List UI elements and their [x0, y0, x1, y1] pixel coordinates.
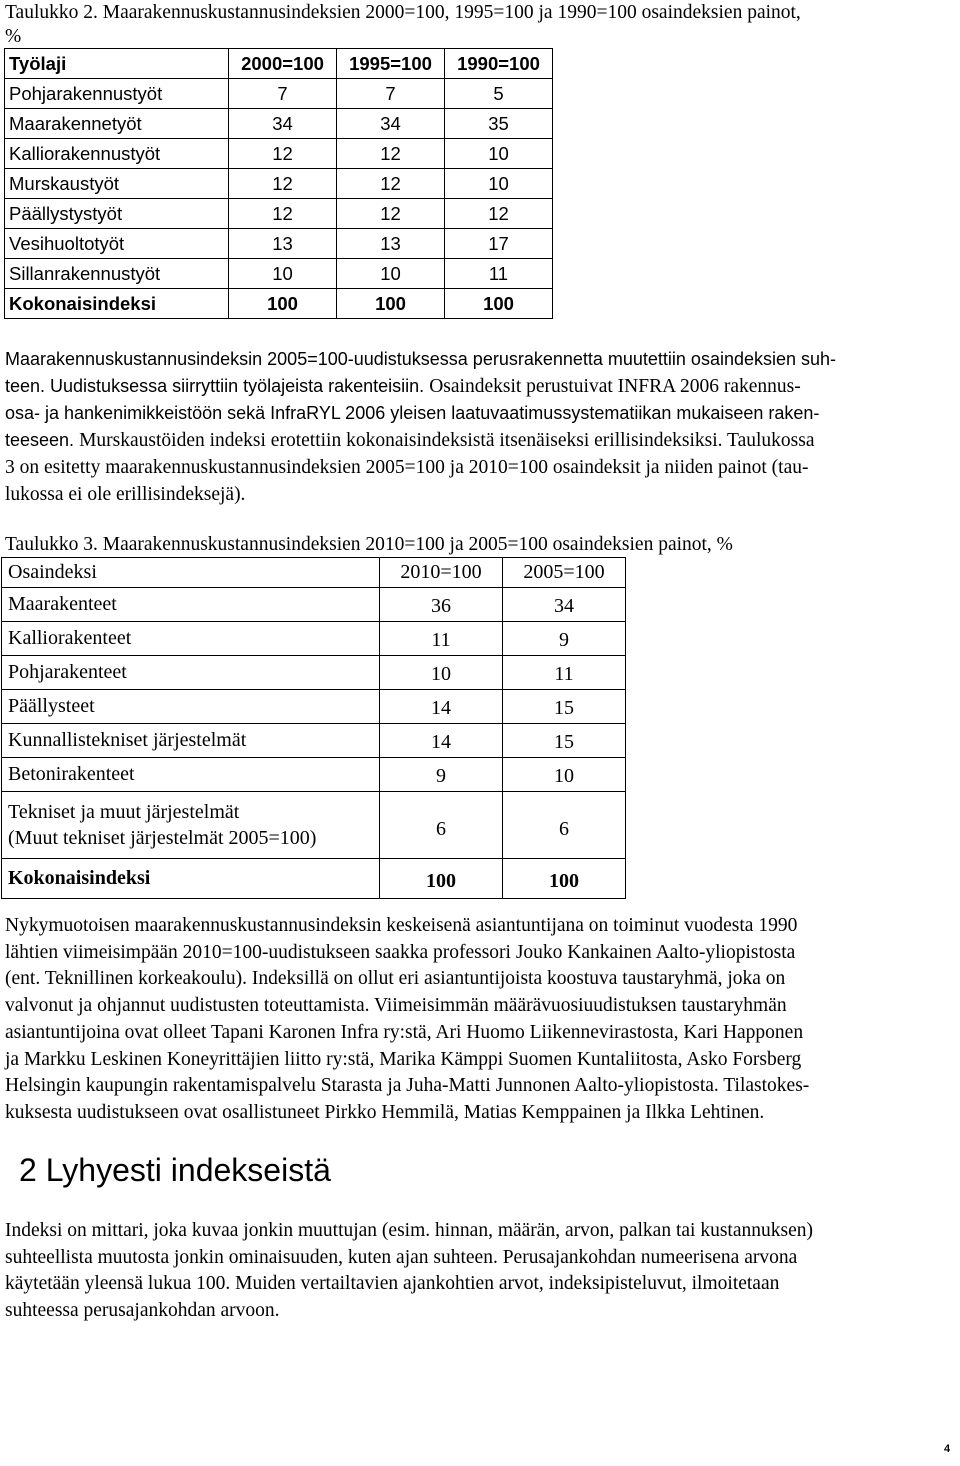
table-row — [5, 79, 553, 109]
table-row — [5, 169, 553, 199]
table2-cell: Kalliorakennustyöt — [5, 139, 229, 169]
table2-cell: 12 — [337, 169, 445, 199]
paragraph-line: kuksesta uudistukseen ovat osallistuneet Pirkko Hemmilä, Matias Kemppainen ja Ilkka Lehtinen. — [5, 1101, 765, 1123]
table2-cell: 12 — [229, 199, 337, 229]
paragraph-line — [5, 427, 957, 455]
table3-cell: Kalliorakenteet — [2, 622, 380, 656]
table2-total-row — [5, 289, 553, 319]
table3-cell: 6 — [503, 792, 626, 859]
table2-cell: Päällystystyöt — [5, 199, 229, 229]
table2-header-cell: 1990=100 — [445, 49, 553, 79]
table2-cell: 10 — [337, 259, 445, 289]
paragraph-line: Indeksi on mittari, joka kuvaa jonkin muuttujan (esim. hinnan, määrän, arvon, palkan tai kustannuksen) — [5, 1220, 813, 1241]
table3-header-cell: 2010=100 — [380, 558, 503, 588]
table2-cell: Vesihuoltotyöt — [5, 229, 229, 259]
paragraph-line — [5, 373, 957, 401]
table3-cell: 15 — [503, 690, 626, 724]
table-row — [5, 199, 553, 229]
table-row — [2, 622, 626, 656]
table3-cell-line: Tekniset ja muut järjestelmät — [8, 801, 240, 823]
table-row — [5, 229, 553, 259]
table2-cell: 7 — [337, 79, 445, 109]
paragraph-segment: teeseen. — [5, 430, 75, 451]
paragraph-line: osa- ja hankenimikkeistöön sekä InfraRYL 2006 yleisen laatuvaatimussystematiikan mukaiseen raken- — [5, 403, 820, 424]
table3-cell: 15 — [503, 724, 626, 758]
table2-cell: 12 — [337, 139, 445, 169]
table3-cell: Maarakenteet — [2, 588, 380, 622]
table-row — [2, 758, 626, 792]
paragraph-line: Helsingin kaupungin rakentamispalvelu Starasta ja Juha-Matti Junnonen Aalto-yliopistosta. Tilastokes- — [5, 1075, 810, 1097]
paragraph-line: lukossa ei ole erillisindeksejä). — [5, 483, 246, 505]
table2-total-cell: Kokonaisindeksi — [5, 289, 229, 319]
table2-cell: 17 — [445, 229, 553, 259]
table3-cell — [2, 792, 380, 859]
paragraph-segment: teen. Uudistuksessa siirryttiin työlajeista rakenteisiin. — [5, 375, 425, 396]
paragraph-line: 3 on esitetty maarakennuskustannusindeksien 2005=100 ja 2010=100 osaindeksit ja niiden painot (tau- — [5, 456, 809, 478]
paragraph-line: suhteessa perusajankohdan arvoon. — [5, 1300, 280, 1322]
table2-cell: 13 — [229, 229, 337, 259]
table2-total-cell: 100 — [337, 289, 445, 319]
table3-total-row — [2, 859, 626, 899]
table3-cell: 11 — [380, 622, 503, 656]
table2-cell: 12 — [445, 199, 553, 229]
table-row — [2, 656, 626, 690]
table2-cell: 35 — [445, 109, 553, 139]
table2-header-cell: Työlaji — [5, 49, 229, 79]
paragraph-segment: Murskaustöiden indeksi erotettiin kokonaisindeksistä itsenäiseksi erillisindeksiksi. Taulukossa — [79, 430, 815, 452]
paragraph-line: asiantuntijoina ovat olleet Tapani Karonen Infra ry:stä, Ari Huomo Liikennevirastosta, Kari Happonen — [5, 1021, 804, 1043]
table2 — [4, 48, 553, 319]
table-row — [5, 109, 553, 139]
table3-header-cell: Osaindeksi — [2, 558, 380, 588]
table2-cell: Maarakennetyöt — [5, 109, 229, 139]
table2-caption-line2: % — [5, 26, 22, 47]
table2-cell: Pohjarakennustyöt — [5, 79, 229, 109]
table3-total-cell: Kokonaisindeksi — [2, 859, 380, 899]
paragraph-index-definition — [5, 1218, 957, 1325]
table3-cell: 10 — [380, 656, 503, 690]
table3-cell-line: (Muut tekniset järjestelmät 2005=100) — [8, 827, 317, 849]
table3-cell: Betonirakenteet — [2, 758, 380, 792]
table3-cell: 14 — [380, 690, 503, 724]
table3-cell: 36 — [380, 588, 503, 622]
table2-cell: Murskaustyöt — [5, 169, 229, 199]
table2-cell: 12 — [337, 199, 445, 229]
table3-total-cell: 100 — [380, 859, 503, 899]
table2-cell: 7 — [229, 79, 337, 109]
table3-header-cell: 2005=100 — [503, 558, 626, 588]
table2-cell: 34 — [337, 109, 445, 139]
paragraph-line: käytetään yleensä lukua 100. Muiden vertailtavien ajankohtien arvot, indeksipisteluvut, ilmoitetaan — [5, 1273, 780, 1295]
table2-cell: 5 — [445, 79, 553, 109]
table3 — [1, 557, 626, 899]
table3-header-row — [2, 558, 626, 588]
table2-cell: 10 — [445, 169, 553, 199]
table-row — [2, 792, 626, 859]
paragraph-line: Nykymuotoisen maarakennuskustannusindeksin keskeisenä asiantuntijana on toiminut vuodesta 1990 — [5, 915, 798, 936]
table2-header-cell: 1995=100 — [337, 49, 445, 79]
paragraph-segment: Osaindeksit perustuivat INFRA 2006 rakennus- — [429, 375, 801, 397]
table3-cell: 9 — [503, 622, 626, 656]
paragraph-index-reform — [5, 346, 957, 508]
table3-cell: 14 — [380, 724, 503, 758]
table-row — [5, 259, 553, 289]
paragraph-line: suhteellista muutosta jonkin ominaisuuden, kuten ajan suhteen. Perusajankohdan numeerisena arvona — [5, 1246, 798, 1268]
paragraph-experts — [5, 913, 957, 1127]
table-row — [2, 588, 626, 622]
table2-cell: 34 — [229, 109, 337, 139]
table3-caption: Taulukko 3. Maarakennuskustannusindeksien 2010=100 ja 2005=100 osaindeksien painot, % — [5, 534, 733, 555]
table2-total-cell: 100 — [229, 289, 337, 319]
table3-cell: 11 — [503, 656, 626, 690]
table2-cell: Sillanrakennustyöt — [5, 259, 229, 289]
table2-cell: 10 — [445, 139, 553, 169]
paragraph-line: Maarakennuskustannusindeksin 2005=100-uudistuksessa perusrakennetta muutettiin osaindeksien suh- — [5, 349, 837, 369]
table2-cell: 13 — [337, 229, 445, 259]
table3-total-cell: 100 — [503, 859, 626, 899]
table3-cell: 9 — [380, 758, 503, 792]
table2-header-row — [5, 49, 553, 79]
table3-cell: 34 — [503, 588, 626, 622]
paragraph-line: lähtien viimeisimpään 2010=100-uudistukseen saakka professori Jouko Kankainen Aalto-yliopistosta — [5, 941, 796, 963]
table2-cell: 12 — [229, 169, 337, 199]
table-row — [2, 724, 626, 758]
table3-cell: Kunnallistekniset järjestelmät — [2, 724, 380, 758]
table2-cell: 11 — [445, 259, 553, 289]
table-row — [5, 139, 553, 169]
table3-cell: Pohjarakenteet — [2, 656, 380, 690]
table3-cell: 6 — [380, 792, 503, 859]
table-row — [2, 690, 626, 724]
paragraph-line: valvonut ja ohjannut uudistusten toteuttamista. Viimeisimmän määrävuosiuudistuksen taustaryhmän — [5, 995, 787, 1017]
table3-cell: 10 — [503, 758, 626, 792]
table2-header-cell: 2000=100 — [229, 49, 337, 79]
page-number: 4 — [944, 1443, 951, 1455]
paragraph-line: (ent. Teknillinen korkeakoulu). Indeksillä on ollut eri asiantuntijoista koostuva taustaryhmä, joka on — [5, 968, 786, 990]
table3-cell: Päällysteet — [2, 690, 380, 724]
table2-caption-line1: Taulukko 2. Maarakennuskustannusindeksien 2000=100, 1995=100 ja 1990=100 osaindeksien painot, — [5, 2, 801, 23]
table2-cell: 12 — [229, 139, 337, 169]
table2-total-cell: 100 — [445, 289, 553, 319]
section-heading: 2 Lyhyesti indekseistä — [19, 1152, 331, 1188]
table2-cell: 10 — [229, 259, 337, 289]
paragraph-line: ja Markku Leskinen Koneyrittäjien liitto ry:stä, Marika Kämppi Suomen Kuntaliitosta, Asko Forsberg — [5, 1048, 802, 1070]
